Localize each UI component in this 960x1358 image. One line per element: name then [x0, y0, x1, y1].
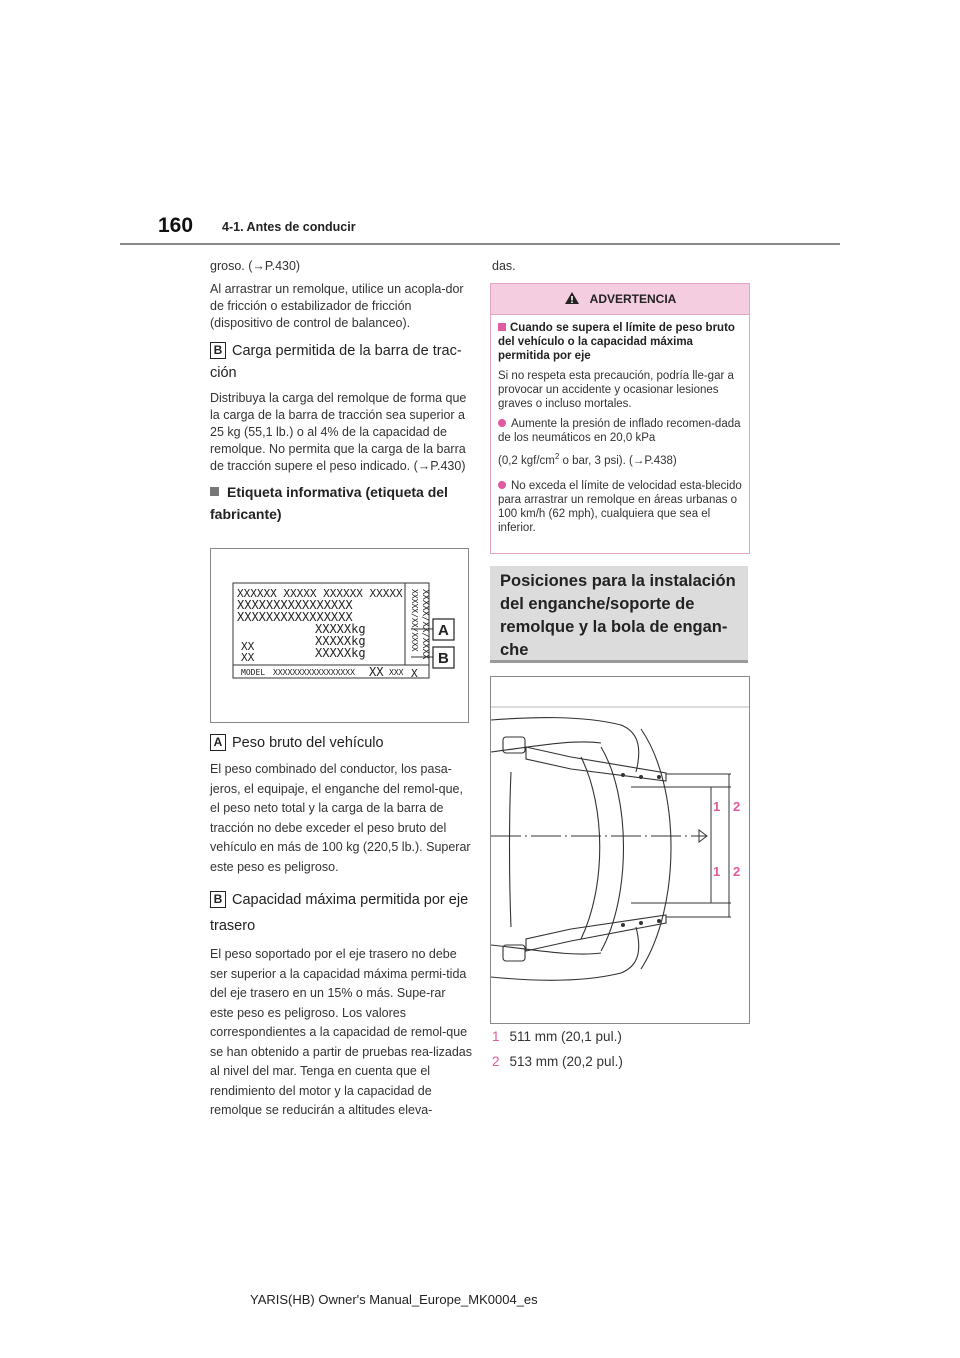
- label-side-text: XXXXX/XX/XXXX: [420, 589, 430, 660]
- label-row: XXXXXXXXXXXXXXXX: [237, 610, 353, 624]
- label-b-badge: B: [210, 891, 226, 908]
- warning-header: ADVERTENCIA: [491, 284, 749, 315]
- subheading-b2: B Capacidad máxima permitida por eje trasero: [210, 892, 469, 934]
- paragraph: El peso soportado por el eje trasero no debe ser superior a la capacidad máxima permi-tida del eje trasero en un 15% o más. Supe-rar este peso es peligroso. Los valores correspondientes a la capacidad de remol-que se han obtenido a partir de pruebas rea-lizadas al nivel del mar. Tenga en cuenta que el rendimiento del motor y la capacidad de remolque se reducirán a altitudes eleva-: [210, 947, 472, 1117]
- subheading-a: A Peso bruto del vehículo: [210, 732, 472, 754]
- label-model-value: XXXXXXXXXXXXXXXXX: [273, 668, 355, 677]
- dim-label-2-top: 2: [733, 799, 741, 814]
- paragraph: das.: [492, 259, 516, 273]
- warning-bullet: No exceda el límite de velocidad esta-blecido para arrastrar un remolque en áreas urbanas o 100 km/h (62 mph), cualquiera que sea el inferior.: [498, 479, 742, 534]
- square-bullet-icon: [498, 323, 506, 331]
- label-xx: XX: [241, 640, 255, 653]
- subheading-b: B Carga permitida de la barra de trac-ción: [210, 343, 462, 381]
- label-a-badge: A: [210, 734, 226, 751]
- label-xx: XX: [241, 651, 255, 664]
- header-rule: [120, 243, 840, 245]
- label-model-xxx: XXX: [389, 668, 404, 677]
- warning-text: Si no respeta esta precaución, podría lle-gar a provocar un accidente y ocasionar lesiones graves o incluso mortales.: [498, 370, 734, 410]
- section-title: 4-1. Antes de conducir: [222, 220, 356, 234]
- hitch-position-figure: [490, 676, 750, 1024]
- label-side-x: X: [411, 667, 418, 680]
- hitch-diagram: [491, 677, 749, 1023]
- warning-triangle-icon: [564, 291, 580, 305]
- callout-b: B: [438, 650, 449, 667]
- warning-box: [490, 283, 750, 554]
- dim-label-1-top: 1: [713, 799, 721, 814]
- label-kg-row: XXXXXkg: [315, 622, 366, 636]
- label-side-text: XXXXX/XX/XXXX: [410, 589, 419, 652]
- square-bullet-icon: [210, 487, 219, 496]
- round-bullet-icon: [498, 481, 506, 489]
- warning-bullet: Aumente la presión de inflado recomen-dada de los neumáticos en 20,0 kPa (0,2 kgf/$cm^2$ o bar, 3 psi). (→P.438): [498, 418, 741, 467]
- label-row: XXXXXX XXXXX XXXXXX XXXXX: [237, 587, 403, 600]
- section-heading: Posiciones para la instalación del enganche/soporte de remolque y la bola de engan-che: [500, 572, 736, 659]
- label-kg-row: XXXXXkg: [315, 634, 366, 648]
- paragraph: El peso combinado del conductor, los pasa-jeros, el equipaje, el enganche del remol-que, el peso neto total y la carga de la barra de tracción no debe exceder el peso bruto del vehículo en más de 100 kg (220,5 lb.). Superar este peso es peligroso.: [210, 762, 471, 874]
- body-outline-top: [491, 718, 639, 772]
- label-illustration: [211, 549, 468, 722]
- dim-label-2-bottom: 2: [733, 864, 741, 879]
- hook-top: [503, 737, 525, 753]
- left-column-lower: [210, 730, 472, 1127]
- footer-text: YARIS(HB) Owner's Manual_Europe_MK0004_es: [250, 1292, 538, 1307]
- bumper-curve: [641, 729, 671, 969]
- round-bullet-icon: [498, 419, 506, 427]
- label-figure: [210, 548, 469, 723]
- hitch-bar-bottom: [526, 915, 666, 951]
- hitch-bar-top: [526, 747, 666, 781]
- callout-a: A: [438, 622, 449, 639]
- section-heading-box: [490, 566, 748, 663]
- paragraph: Distribuya la carga del remolque de forma que la carga de la barra de tracción sea superior a 25 kg (55,1 lb.) o al 4% de la capacidad de remolque. No permita que la carga de la barra de tracción supere el peso indicado. (→P.430): [210, 391, 467, 473]
- dim-caption-1: 1 511 mm (20,1 pul.): [492, 1029, 622, 1044]
- paragraph: groso. (→P.430): [210, 259, 301, 273]
- label-model: MODEL: [241, 668, 266, 677]
- page-number: 160: [158, 214, 194, 237]
- dim-caption-2: 2 513 mm (20,2 pul.): [492, 1054, 623, 1069]
- label-kg-row: XXXXXkg: [315, 646, 366, 660]
- label-model-xx: XX: [369, 665, 384, 679]
- warning-heading: Cuando se supera el límite de peso bruto del vehículo o la capacidad máxima permitida por eje: [498, 322, 735, 362]
- left-column: [210, 258, 472, 535]
- label-row: XXXXXXXXXXXXXXXX: [237, 598, 353, 612]
- label-b-badge: B: [210, 342, 226, 359]
- paragraph: Al arrastrar un remolque, utilice un acopla-dor de fricción o estabilizador de fricción (dispositivo de control de balanceo).: [210, 282, 464, 330]
- bullet-heading: Etiqueta informativa (etiqueta del fabricante): [210, 484, 448, 522]
- dim-label-1-bottom: 1: [713, 864, 721, 879]
